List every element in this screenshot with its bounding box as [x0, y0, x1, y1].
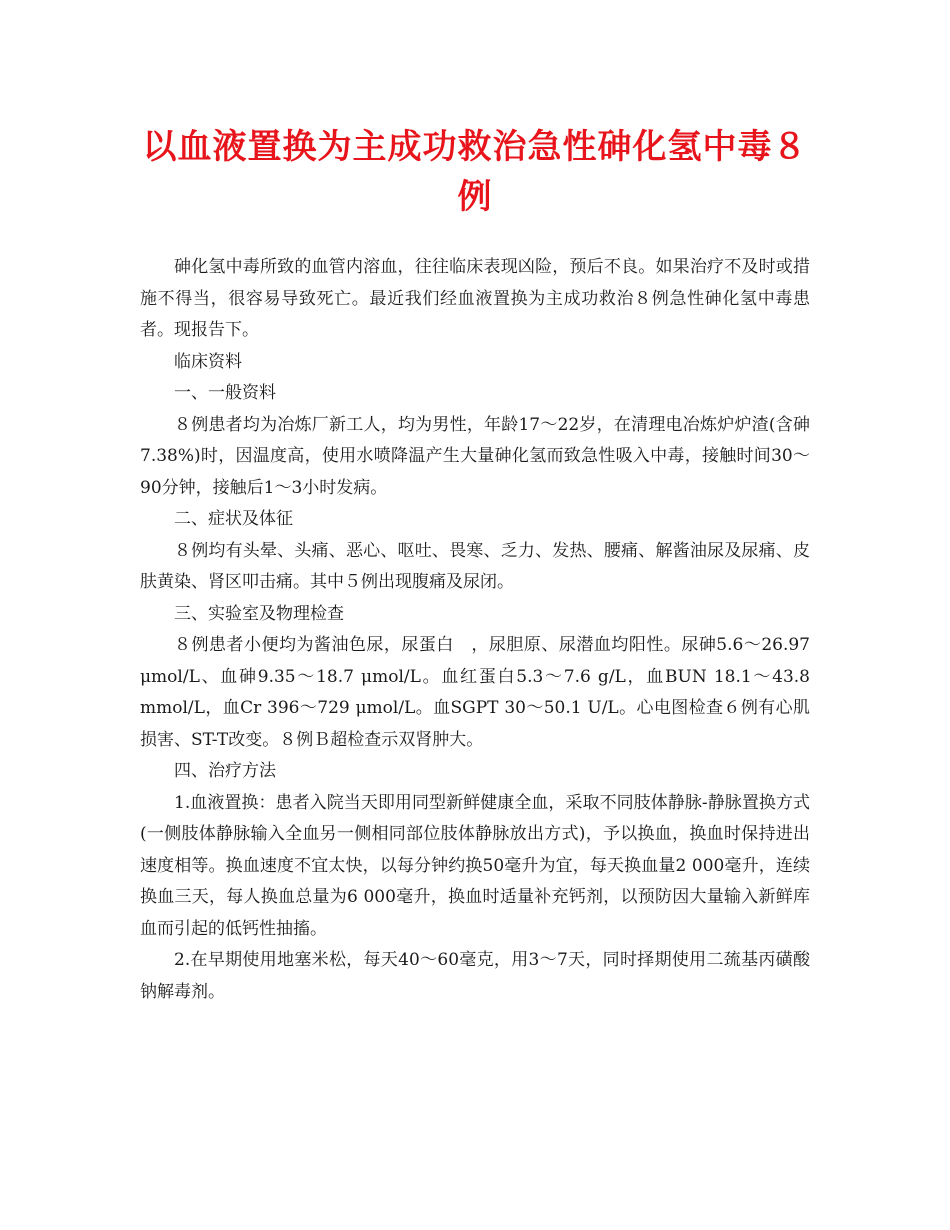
section-heading-clinical-data: 临床资料: [174, 351, 242, 372]
document-title: 以血液置换为主成功救治急性砷化氢中毒８例: [142, 127, 808, 217]
paragraph-intro: 砷化氢中毒所致的血管内溶血，往往临床表现凶险，预后不良。如果治疗不及时或措施不得当，很容易导致死亡。最近我们经血液置换为主成功救治８例急性砷化氢中毒患者。现报告下。: [140, 257, 810, 340]
paragraph-treatment-1: 1.血液置换：患者入院当天即用同型新鲜健康全血，采取不同肢体静脉-静脉置换方式(一侧肢体静脉输入全血另一侧相同部位肢体静脉放出方式)，予以换血，换血时保持进出速度相等。换血速度不宜太快，以每分钟约换50毫升为宜，每天换血量2 000毫升，连续换血三天，每人换血总量为6 000毫升，换血时适量补充钙剂，以预防因大量输入新鲜库血而引起的低钙性抽搐。: [140, 792, 810, 939]
section-heading-lab-exams: 三、实验室及物理检查: [174, 603, 344, 624]
section-heading-symptoms: 二、症状及体征: [174, 509, 293, 529]
section-heading-general-data: 一、一般资料: [174, 383, 276, 403]
document-body: [140, 252, 810, 1008]
paragraph-general-data: ８例患者均为冶炼厂新工人，均为男性，年龄17～22岁，在清理电冶炼炉炉渣(含砷7.38%)时，因温度高，使用水喷降温产生大量砷化氢而致急性吸入中毒，接触时间30～90分钟，接触后1～3小时发病。: [140, 414, 810, 498]
paragraph-treatment-2: 2.在早期使用地塞米松，每天40～60毫克，用3～7天，同时择期使用二巯基丙磺酸钠解毒剂。: [140, 950, 810, 1002]
paragraph-symptoms: ８例均有头晕、头痛、恶心、呕吐、畏寒、乏力、发热、腰痛、解酱油尿及尿痛、皮肤黄染、肾区叩击痛。其中５例出现腹痛及尿闭。: [140, 540, 810, 592]
section-heading-treatment: 四、治疗方法: [174, 761, 276, 781]
paragraph-lab-exams: ８例患者小便均为酱油色尿，尿蛋白 ，尿胆原、尿潜血均阳性。尿砷5.6～26.97 μmol/L、血砷9.35～18.7 μmol/L。血红蛋白5.3～7.6 g/L，血BUN 18.1～43.8 mmol/L，血Cr 396～729 μmol/L。血SGPT 30～50.1 U/L。心电图检查６例有心肌损害、ST-T改变。８例Ｂ超检查示双肾肿大。: [140, 635, 810, 750]
